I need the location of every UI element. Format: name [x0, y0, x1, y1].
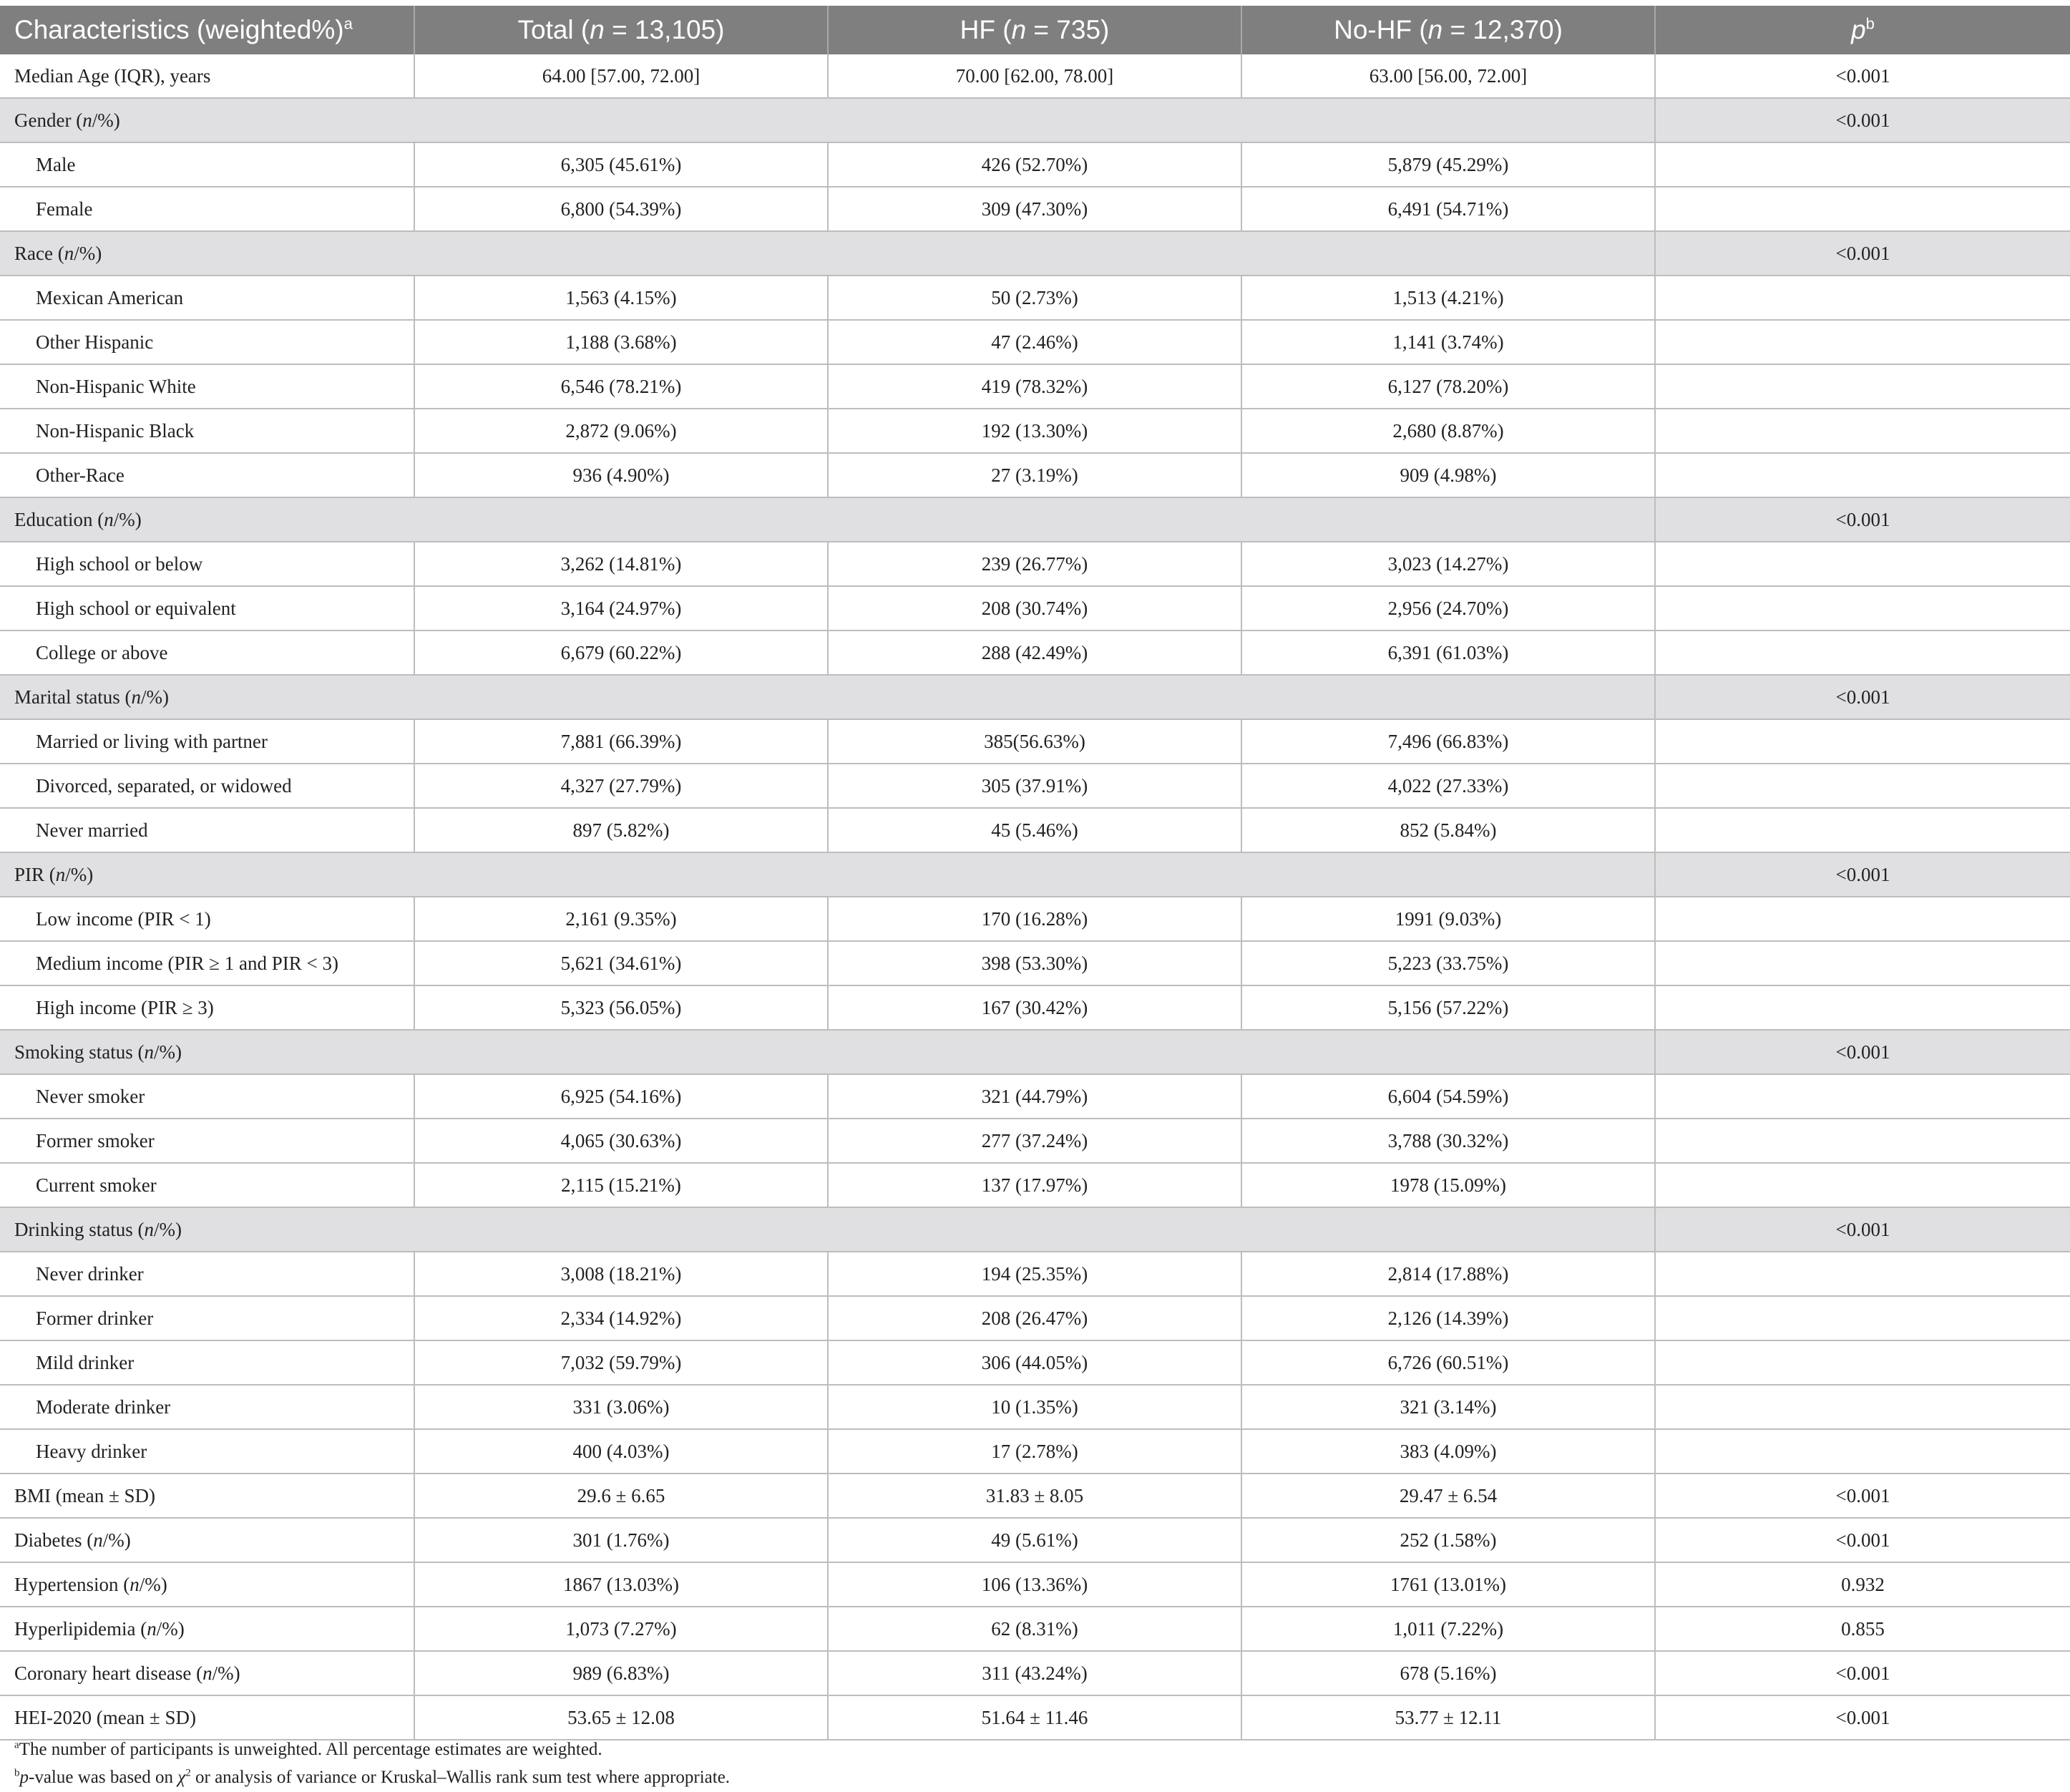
cell-p: <0.001	[1655, 54, 2070, 98]
header-hf: HF (n = 735)	[828, 6, 1241, 54]
row-label: High school or equivalent	[0, 586, 414, 630]
cell-hf: 239 (26.77%)	[828, 542, 1241, 586]
cell-p	[1655, 897, 2070, 941]
row-label: Medium income (PIR ≥ 1 and PIR < 3)	[0, 941, 414, 985]
group-label: Education (n/%)	[0, 497, 1655, 542]
cell-nohf: 6,491 (54.71%)	[1241, 187, 1655, 231]
cell-hf: 31.83 ± 8.05	[828, 1474, 1241, 1518]
cell-total: 989 (6.83%)	[414, 1651, 828, 1695]
cell-nohf: 6,726 (60.51%)	[1241, 1340, 1655, 1385]
cell-nohf: 909 (4.98%)	[1241, 453, 1655, 497]
cell-nohf: 2,126 (14.39%)	[1241, 1296, 1655, 1340]
cell-total: 6,305 (45.61%)	[414, 142, 828, 187]
row-label: Hypertension (n/%)	[0, 1562, 414, 1607]
cell-total: 1,563 (4.15%)	[414, 276, 828, 320]
table-row	[0, 54, 2070, 98]
table-row	[0, 1074, 2070, 1119]
cell-hf: 309 (47.30%)	[828, 187, 1241, 231]
group-label: Smoking status (n/%)	[0, 1030, 1655, 1074]
cell-hf: 192 (13.30%)	[828, 409, 1241, 453]
cell-nohf: 678 (5.16%)	[1241, 1651, 1655, 1695]
row-label: Mexican American	[0, 276, 414, 320]
cell-nohf: 5,879 (45.29%)	[1241, 142, 1655, 187]
cell-p	[1655, 630, 2070, 675]
cell-p: 0.855	[1655, 1607, 2070, 1651]
cell-p: <0.001	[1655, 497, 2070, 542]
cell-total: 331 (3.06%)	[414, 1385, 828, 1429]
cell-total: 4,327 (27.79%)	[414, 764, 828, 808]
cell-hf: 49 (5.61%)	[828, 1518, 1241, 1562]
table-row	[0, 897, 2070, 941]
table-row	[0, 1385, 2070, 1429]
cell-p: <0.001	[1655, 852, 2070, 897]
cell-hf: 306 (44.05%)	[828, 1340, 1241, 1385]
cell-p	[1655, 1296, 2070, 1340]
row-label: BMI (mean ± SD)	[0, 1474, 414, 1518]
cell-nohf: 252 (1.58%)	[1241, 1518, 1655, 1562]
cell-nohf: 2,680 (8.87%)	[1241, 409, 1655, 453]
cell-total: 1867 (13.03%)	[414, 1562, 828, 1607]
cell-hf: 208 (30.74%)	[828, 586, 1241, 630]
table-row	[0, 187, 2070, 231]
cell-total: 5,621 (34.61%)	[414, 941, 828, 985]
cell-hf: 10 (1.35%)	[828, 1385, 1241, 1429]
cell-p	[1655, 542, 2070, 586]
group-label: Gender (n/%)	[0, 98, 1655, 142]
cell-p	[1655, 1429, 2070, 1474]
cell-nohf: 6,604 (54.59%)	[1241, 1074, 1655, 1119]
header-characteristics: Characteristics (weighted%)$^a$	[0, 6, 414, 54]
cell-hf: 51.64 ± 11.46	[828, 1695, 1241, 1740]
row-label: Former smoker	[0, 1119, 414, 1163]
cell-nohf: 1,011 (7.22%)	[1241, 1607, 1655, 1651]
cell-hf: 47 (2.46%)	[828, 320, 1241, 364]
row-label: High school or below	[0, 542, 414, 586]
cell-nohf: 7,496 (66.83%)	[1241, 719, 1655, 764]
table-row	[0, 1518, 2070, 1562]
cell-nohf: 1978 (15.09%)	[1241, 1163, 1655, 1207]
table-row	[0, 1163, 2070, 1207]
cell-hf: 62 (8.31%)	[828, 1607, 1241, 1651]
cell-total: 53.65 ± 12.08	[414, 1695, 828, 1740]
table-row	[0, 1695, 2070, 1740]
row-label: College or above	[0, 630, 414, 675]
cell-total: 2,334 (14.92%)	[414, 1296, 828, 1340]
table-row	[0, 1651, 2070, 1695]
footnote-b: $^b$p-value was based on $\chi^2$ or analysis of variance or Kruskal–Wallis rank sum test where appropriate.	[14, 1767, 731, 1787]
cell-hf: 106 (13.36%)	[828, 1562, 1241, 1607]
cell-hf: 426 (52.70%)	[828, 142, 1241, 187]
cell-hf: 321 (44.79%)	[828, 1074, 1241, 1119]
table-row	[0, 409, 2070, 453]
cell-p	[1655, 320, 2070, 364]
cell-nohf: 6,127 (78.20%)	[1241, 364, 1655, 409]
group-label: Drinking status (n/%)	[0, 1207, 1655, 1252]
cell-hf: 45 (5.46%)	[828, 808, 1241, 852]
cell-p	[1655, 1074, 2070, 1119]
table-row	[0, 142, 2070, 187]
group-row-drinking	[0, 1207, 2070, 1252]
cell-nohf: 321 (3.14%)	[1241, 1385, 1655, 1429]
characteristics-table	[0, 6, 2070, 1740]
cell-p	[1655, 1340, 2070, 1385]
cell-total: 2,115 (15.21%)	[414, 1163, 828, 1207]
cell-p	[1655, 1163, 2070, 1207]
row-label: Other Hispanic	[0, 320, 414, 364]
cell-nohf: 1761 (13.01%)	[1241, 1562, 1655, 1607]
cell-nohf: 53.77 ± 12.11	[1241, 1695, 1655, 1740]
cell-hf: 305 (37.91%)	[828, 764, 1241, 808]
table-row	[0, 453, 2070, 497]
cell-nohf: 383 (4.09%)	[1241, 1429, 1655, 1474]
row-label: HEI-2020 (mean ± SD)	[0, 1695, 414, 1740]
table-row	[0, 941, 2070, 985]
cell-hf: 50 (2.73%)	[828, 276, 1241, 320]
group-row-smoking	[0, 1030, 2070, 1074]
cell-p	[1655, 142, 2070, 187]
table-row	[0, 1119, 2070, 1163]
cell-nohf: 3,023 (14.27%)	[1241, 542, 1655, 586]
cell-nohf: 1,513 (4.21%)	[1241, 276, 1655, 320]
footnotes	[14, 1735, 730, 1791]
cell-p	[1655, 719, 2070, 764]
row-label: Non-Hispanic Black	[0, 409, 414, 453]
cell-hf: 277 (37.24%)	[828, 1119, 1241, 1163]
cell-p	[1655, 453, 2070, 497]
cell-total: 6,800 (54.39%)	[414, 187, 828, 231]
cell-hf: 137 (17.97%)	[828, 1163, 1241, 1207]
table-row	[0, 1562, 2070, 1607]
table-row	[0, 1340, 2070, 1385]
group-row-gender	[0, 98, 2070, 142]
table-row	[0, 542, 2070, 586]
group-row-education	[0, 497, 2070, 542]
cell-total: 301 (1.76%)	[414, 1518, 828, 1562]
table-row	[0, 1296, 2070, 1340]
cell-total: 2,872 (9.06%)	[414, 409, 828, 453]
cell-p	[1655, 808, 2070, 852]
cell-hf: 167 (30.42%)	[828, 985, 1241, 1030]
table-row	[0, 1474, 2070, 1518]
cell-p	[1655, 1252, 2070, 1296]
cell-hf: 70.00 [62.00, 78.00]	[828, 54, 1241, 98]
group-row-marital	[0, 675, 2070, 719]
table-row	[0, 630, 2070, 675]
cell-p: <0.001	[1655, 1207, 2070, 1252]
cell-hf: 288 (42.49%)	[828, 630, 1241, 675]
footnote-a: $^a$The number of participants is unweighted. All percentage estimates are weighted.	[14, 1739, 602, 1759]
cell-nohf: 6,391 (61.03%)	[1241, 630, 1655, 675]
cell-p: 0.932	[1655, 1562, 2070, 1607]
row-label: Married or living with partner	[0, 719, 414, 764]
table-row	[0, 1607, 2070, 1651]
cell-nohf: 3,788 (30.32%)	[1241, 1119, 1655, 1163]
header-row	[0, 6, 2070, 54]
cell-nohf: 4,022 (27.33%)	[1241, 764, 1655, 808]
cell-hf: 385(56.63%)	[828, 719, 1241, 764]
row-label: Coronary heart disease (n/%)	[0, 1651, 414, 1695]
row-label: Hyperlipidemia (n/%)	[0, 1607, 414, 1651]
cell-p: <0.001	[1655, 675, 2070, 719]
cell-p	[1655, 764, 2070, 808]
row-label: Mild drinker	[0, 1340, 414, 1385]
table-row	[0, 364, 2070, 409]
cell-p	[1655, 985, 2070, 1030]
table-row	[0, 276, 2070, 320]
row-label: Non-Hispanic White	[0, 364, 414, 409]
row-label: Moderate drinker	[0, 1385, 414, 1429]
cell-p: <0.001	[1655, 1695, 2070, 1740]
row-label: Low income (PIR < 1)	[0, 897, 414, 941]
cell-p: <0.001	[1655, 98, 2070, 142]
header-p: $p^b$	[1655, 6, 2070, 54]
row-label: Current smoker	[0, 1163, 414, 1207]
cell-nohf: 2,956 (24.70%)	[1241, 586, 1655, 630]
row-label: Heavy drinker	[0, 1429, 414, 1474]
row-label: Former drinker	[0, 1296, 414, 1340]
cell-p	[1655, 941, 2070, 985]
cell-total: 6,925 (54.16%)	[414, 1074, 828, 1119]
cell-p	[1655, 364, 2070, 409]
cell-total: 400 (4.03%)	[414, 1429, 828, 1474]
cell-total: 2,161 (9.35%)	[414, 897, 828, 941]
table-row	[0, 719, 2070, 764]
table-row	[0, 586, 2070, 630]
cell-total: 6,546 (78.21%)	[414, 364, 828, 409]
cell-hf: 27 (3.19%)	[828, 453, 1241, 497]
cell-total: 897 (5.82%)	[414, 808, 828, 852]
cell-nohf: 852 (5.84%)	[1241, 808, 1655, 852]
cell-p	[1655, 276, 2070, 320]
cell-total: 1,188 (3.68%)	[414, 320, 828, 364]
cell-hf: 17 (2.78%)	[828, 1429, 1241, 1474]
cell-total: 4,065 (30.63%)	[414, 1119, 828, 1163]
cell-total: 3,262 (14.81%)	[414, 542, 828, 586]
cell-p	[1655, 187, 2070, 231]
row-label: Diabetes (n/%)	[0, 1518, 414, 1562]
cell-nohf: 2,814 (17.88%)	[1241, 1252, 1655, 1296]
cell-p: <0.001	[1655, 1651, 2070, 1695]
group-row-race	[0, 231, 2070, 276]
cell-p	[1655, 1385, 2070, 1429]
cell-nohf: 29.47 ± 6.54	[1241, 1474, 1655, 1518]
cell-p: <0.001	[1655, 1030, 2070, 1074]
group-row-pir	[0, 852, 2070, 897]
table-row	[0, 808, 2070, 852]
cell-p: <0.001	[1655, 1518, 2070, 1562]
row-label: Never drinker	[0, 1252, 414, 1296]
cell-nohf: 5,223 (33.75%)	[1241, 941, 1655, 985]
cell-nohf: 63.00 [56.00, 72.00]	[1241, 54, 1655, 98]
cell-hf: 311 (43.24%)	[828, 1651, 1241, 1695]
cell-p	[1655, 586, 2070, 630]
row-label: Male	[0, 142, 414, 187]
cell-nohf: 5,156 (57.22%)	[1241, 985, 1655, 1030]
group-label: Race (n/%)	[0, 231, 1655, 276]
row-label: High income (PIR ≥ 3)	[0, 985, 414, 1030]
cell-total: 64.00 [57.00, 72.00]	[414, 54, 828, 98]
cell-total: 6,679 (60.22%)	[414, 630, 828, 675]
cell-hf: 170 (16.28%)	[828, 897, 1241, 941]
cell-nohf: 1991 (9.03%)	[1241, 897, 1655, 941]
row-label: Divorced, separated, or widowed	[0, 764, 414, 808]
cell-hf: 194 (25.35%)	[828, 1252, 1241, 1296]
row-label: Median Age (IQR), years	[0, 54, 414, 98]
row-label: Female	[0, 187, 414, 231]
cell-p	[1655, 409, 2070, 453]
cell-hf: 398 (53.30%)	[828, 941, 1241, 985]
cell-hf: 419 (78.32%)	[828, 364, 1241, 409]
cell-hf: 208 (26.47%)	[828, 1296, 1241, 1340]
row-label: Never smoker	[0, 1074, 414, 1119]
row-label: Never married	[0, 808, 414, 852]
cell-total: 1,073 (7.27%)	[414, 1607, 828, 1651]
table-container	[0, 6, 2070, 1740]
cell-total: 936 (4.90%)	[414, 453, 828, 497]
cell-total: 5,323 (56.05%)	[414, 985, 828, 1030]
cell-total: 29.6 ± 6.65	[414, 1474, 828, 1518]
table-row	[0, 764, 2070, 808]
group-label: Marital status (n/%)	[0, 675, 1655, 719]
cell-nohf: 1,141 (3.74%)	[1241, 320, 1655, 364]
row-label: Other-Race	[0, 453, 414, 497]
group-label: PIR (n/%)	[0, 852, 1655, 897]
cell-total: 7,881 (66.39%)	[414, 719, 828, 764]
table-row	[0, 985, 2070, 1030]
table-row	[0, 1429, 2070, 1474]
cell-p	[1655, 1119, 2070, 1163]
header-nohf: No-HF (n = 12,370)	[1241, 6, 1655, 54]
cell-total: 3,164 (24.97%)	[414, 586, 828, 630]
cell-total: 7,032 (59.79%)	[414, 1340, 828, 1385]
table-row	[0, 320, 2070, 364]
table-row	[0, 1252, 2070, 1296]
cell-total: 3,008 (18.21%)	[414, 1252, 828, 1296]
header-total: Total (n = 13,105)	[414, 6, 828, 54]
cell-p: <0.001	[1655, 1474, 2070, 1518]
cell-p: <0.001	[1655, 231, 2070, 276]
